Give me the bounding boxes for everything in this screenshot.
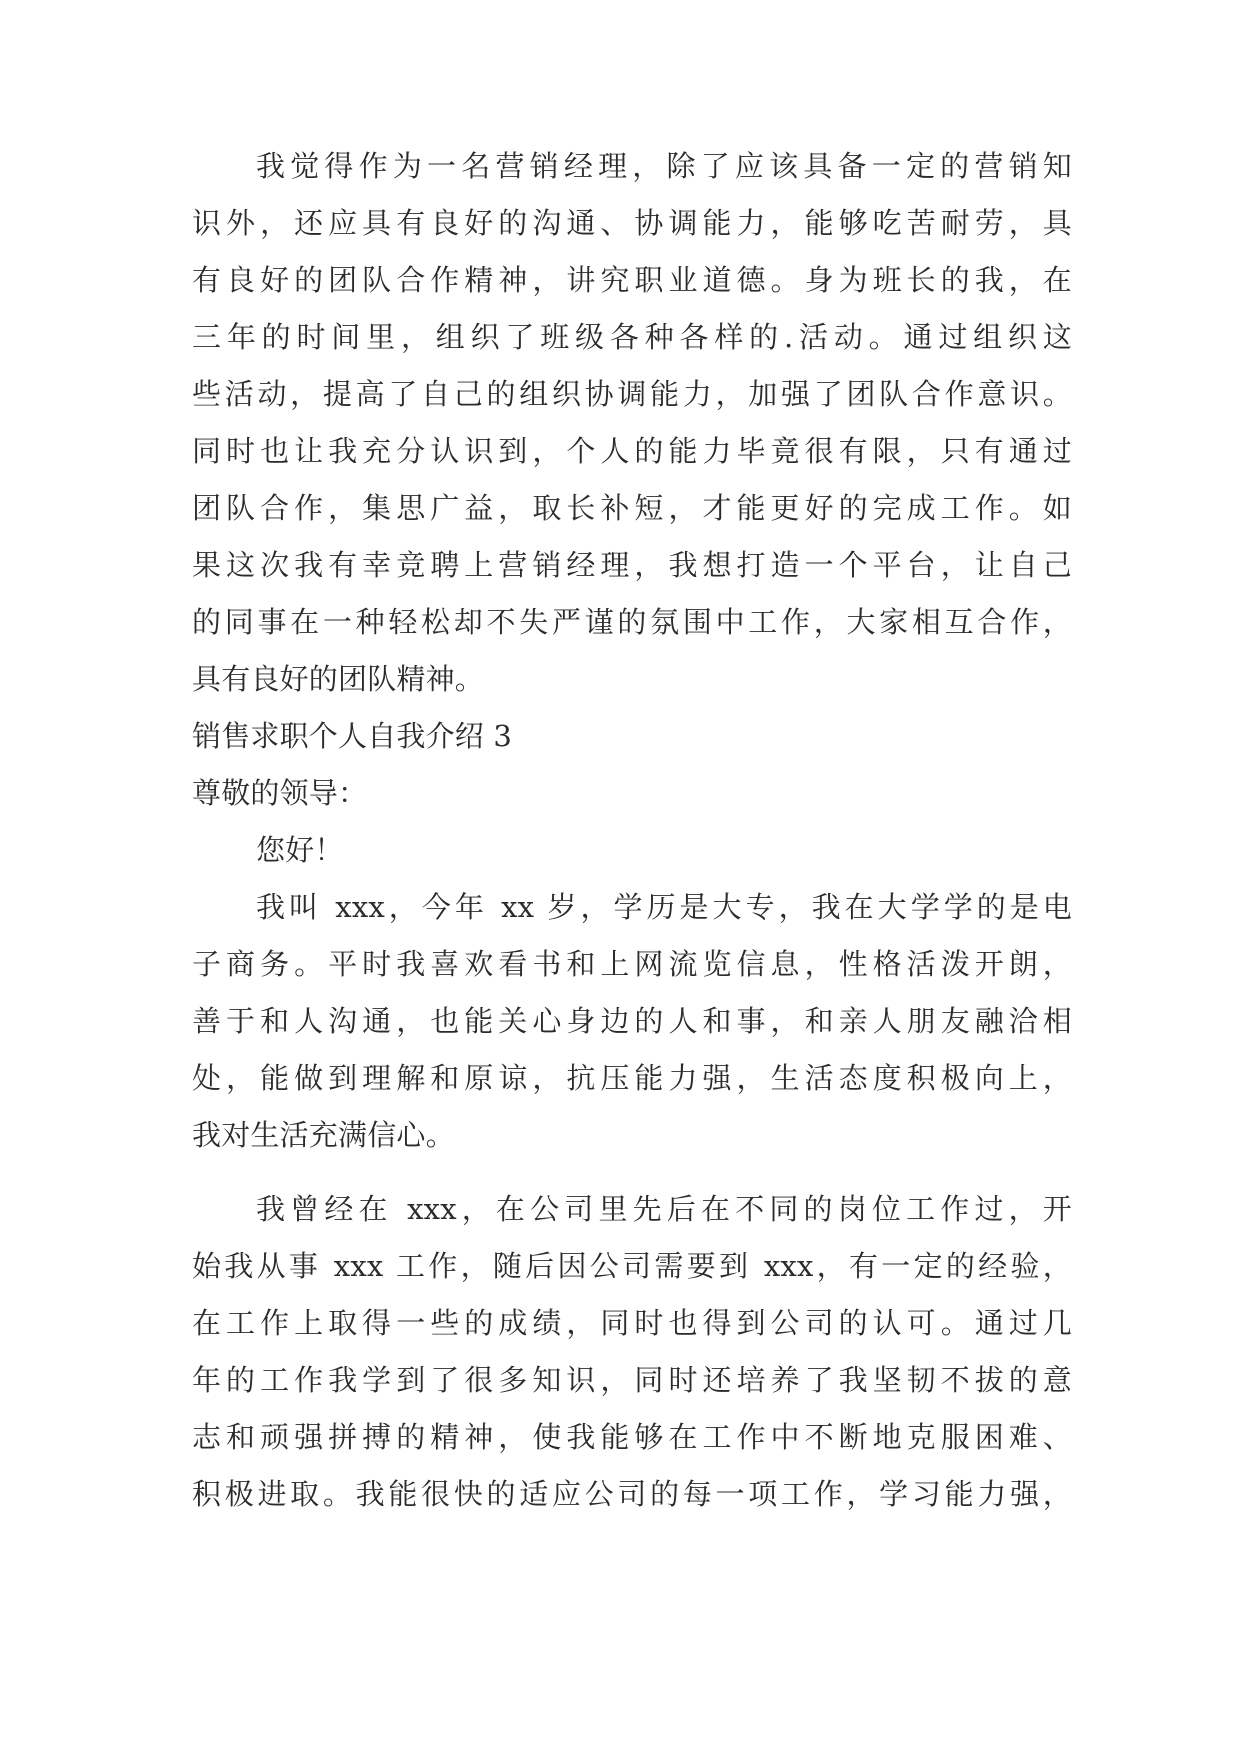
paragraph-line: 我曾经在 xxx，在公司里先后在不同的岗位工作过，开 (256, 1192, 1072, 1226)
paragraph-line: 善于和人沟通，也能关心身边的人和事，和亲人朋友融洽相 (192, 1004, 1072, 1038)
paragraph-line: 处，能做到理解和原谅，抗压能力强，生活态度积极向上， (192, 1061, 1072, 1095)
paragraph-line: 具有良好的团队精神。 (192, 662, 485, 696)
paragraph-line: 始我从事 xxx 工作，随后因公司需要到 xxx，有一定的经验， (192, 1249, 1072, 1283)
paragraph-line: 志和顽强拼搏的精神，使我能够在工作中不断地克服困难、 (192, 1420, 1072, 1454)
paragraph-line: 识外，还应具有良好的沟通、协调能力，能够吃苦耐劳，具 (192, 206, 1072, 240)
paragraph-line: 我对生活充满信心。 (192, 1118, 455, 1152)
salutation: 尊敬的领导： (192, 776, 368, 810)
paragraph-line: 些活动，提高了自己的组织协调能力，加强了团队合作意识。 (192, 377, 1072, 411)
paragraph-line: 我觉得作为一名营销经理，除了应该具备一定的营销知 (256, 149, 1072, 183)
paragraph-line: 果这次我有幸竞聘上营销经理，我想打造一个平台，让自己 (192, 548, 1072, 582)
paragraph-line: 在工作上取得一些的成绩，同时也得到公司的认可。通过几 (192, 1306, 1072, 1340)
paragraph-line: 年的工作我学到了很多知识，同时还培养了我坚韧不拔的意 (192, 1363, 1072, 1397)
paragraph-line: 有良好的团队合作精神，讲究职业道德。身为班长的我，在 (192, 263, 1072, 297)
greeting: 您好！ (256, 833, 344, 867)
paragraph-line: 的同事在一种轻松却不失严谨的氛围中工作，大家相互合作， (192, 605, 1072, 639)
paragraph-line: 同时也让我充分认识到，个人的能力毕竟很有限，只有通过 (192, 434, 1072, 468)
section-heading: 销售求职个人自我介绍 3 (192, 719, 513, 753)
paragraph-line: 积极进取。我能很快的适应公司的每一项工作，学习能力强， (192, 1477, 1072, 1511)
paragraph-line: 团队合作，集思广益，取长补短，才能更好的完成工作。如 (192, 491, 1072, 525)
paragraph-line: 三年的时间里，组织了班级各种各样的.活动。通过组织这 (192, 320, 1072, 354)
paragraph-line: 我叫 xxx，今年 xx 岁，学历是大专，我在大学学的是电 (256, 890, 1072, 924)
paragraph-line: 子商务。平时我喜欢看书和上网流览信息，性格活泼开朗， (192, 947, 1072, 981)
